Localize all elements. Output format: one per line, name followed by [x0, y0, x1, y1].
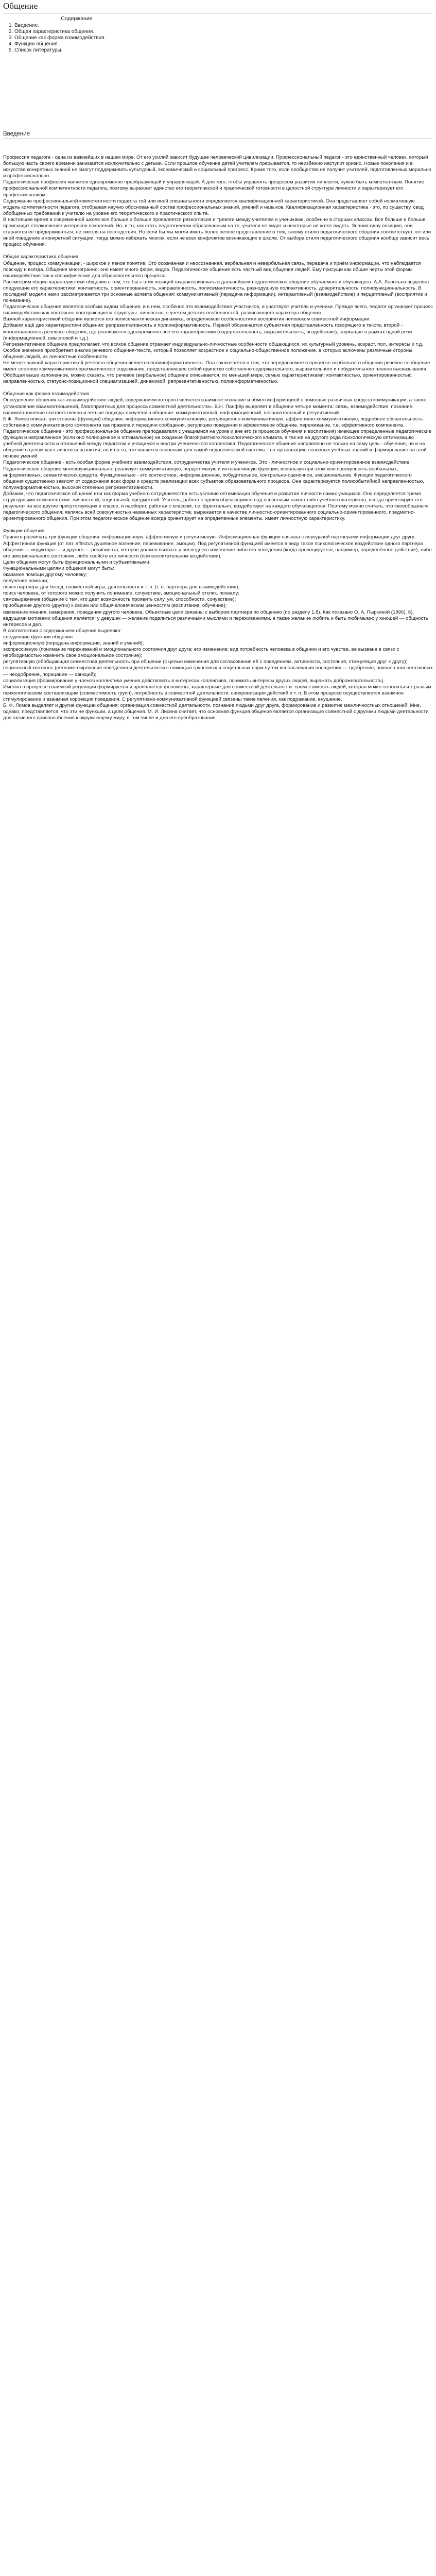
toc-item[interactable] [14, 47, 150, 54]
paragraph: Важной характеристикой общения является его полисемантическая динамика, определяемая особенностями восприятия человеком совместной информации. [3, 316, 371, 323]
paragraph: В соответствии с содержанием общения выделяют: [3, 628, 123, 634]
toc-item[interactable] [14, 23, 150, 29]
paragraph: Б.Ф. Ломов описал три стороны (функции) общения: информационно-коммуникативную, регуляционно-коммуникативную, аффективно-коммуникативную, подробнее обязательность собственно коммуникативного компонента как правила и передачи сообщения, регуляцию поведения и аффективное общение, переживание, т.е. эффективного компонента. [3, 416, 423, 428]
paragraph: следующие функции общения: [3, 634, 74, 640]
toc-item[interactable] [14, 35, 150, 41]
paragraph: Общая характеристика общения. [3, 254, 80, 260]
section-heading: Введение [3, 131, 433, 139]
paragraph: экспрессивную (понимание переживаний и эмоционального состояния друг друга; его изменение; вид потребность человека в общении и его чувстве, ее вызвана в связи с необходимостью изменить свое эмоциональное состояние); [3, 647, 399, 659]
paragraph: Добавим ещё две характеристики общения: репрезентативность и полиинформативность. Первой обозначается субъектная представленность говорящего в тексте, второй - многоплановость речевого общения, где реализуется одновременно все его характеристики (содержательность, выразительность, воздействие), служащие в рамках одной речи (информационной, смысловой и т.д.). [3, 323, 412, 341]
paragraph: регулятивную (обобщающая совместная деятельность при общении (с целью изменения для согласования её с поведением, активности, состояния, стимуляция друг к другу); [3, 659, 408, 665]
paragraph: самовыражение (общение с тем, кто дает возможность проявить силу, ум, способности, сочувствие); [3, 597, 236, 603]
paragraph: Общение, процесс коммуникации, - широкое и явное понятие. Это осознанная и неосознанная, вербальная и невербальная связь, передача и приём информации, что наблюдается повсюду и всегда. Общение многогранно: оно имеет много форм, видов. Педагогическое общение есть частный вид общения людей. Ему присущи как общие черты этой формы взаимодействия так и специфические для образовательного процесса. [3, 260, 421, 279]
paragraph: изменение мнения, намерения, поведения другого человека. Объектные цели связаны с выбором партнера по общению (по разделу 1.8). Как показано О. А. Пыркиной (1996), 6), ведущими мотивами общения является: у девушек — желание поделиться различными мыслями и переживаниями, а также желание любить и быть любимыми; у юношей — общность интересов и дел. [3, 609, 428, 628]
toc-item[interactable] [14, 41, 150, 47]
paragraph: Добавим, что педагогическое общение или как форма учебного сотрудничества есть условие оптимизации обучения и развития личности самих учащихся. Оно определяется тремя структурными компонентами: личностной, социальной, предметной. Учитель, работа с одним обучающимся над освоенным какого-либо учебного материала, всегда ориентирует его результат на все другие присутствующих в классе, и наоборот, работая с классом, т.е. фронтально, воздействует на каждого обучающегося. Поэтому можно считать, что своеобразным педагогического общения, являясь всей совокупностью названных характеристик, выражается в качестве личностно-ориентированного социально-ориентированного, предметно-ориентированного общения. При этом педагогическое общение всегда ориентирует на определенные элементы, имеет личностную характеристику. [3, 490, 428, 522]
paragraph: Функции общения. [3, 528, 46, 534]
paragraph: В настоящее время в современной школе все больше и больше проявляется разногласия и тревоги между учителем и учениками, особенно в старших классах. Все больше и больше происходит столкновение интересов поколений. Но, и то, как стать педагогически образованным на то, учителя не видят и некоторые не хотят видеть. Знания одну позицию, они стараются ее придерживаться, не смотря на последствия. Но если бы мы могли иметь более четкое представление о том, какому стилю педагогического общения соответствует тот или иной поведение в конкретной ситуации, тогда можно избежать многих, если не всех конфликтов возникающих в школе. От выбора стиля педагогического общения вообще зависит весь процесс обучения. [3, 216, 431, 248]
paragraph-gap [3, 522, 433, 528]
paragraph: приобщение другого (других) к своим или общечеловеческим ценностям (воспитание, обучение); [3, 603, 227, 609]
toc-link-functions[interactable]: Функции общения. [14, 41, 59, 47]
toc-link-interaction[interactable]: Общение как форма взаимодействия. [14, 35, 106, 41]
paragraph-gap [3, 248, 433, 254]
paragraph: Принято различать три функции общения: информационную, аффективную и регулятивную. Информационная функция связана с передачей партнерами информации друг другу. Аффективная функция (от лат. affectus душевное волнение, переживание, эмоции). Под регулятивной функцией имеется в виду такое психологическое воздействие одного партнера общения — индуктора — и другого — реципиента, которое должно вызвать у последнего изменение либо его поведения (когда провоцируется, например, определённое действие), либо его эмоционального состояния, либо свойств его личности (при воспитательном воздействии). [3, 534, 432, 559]
toc-link-introduction[interactable]: Введение. [14, 23, 40, 28]
toc-link-general[interactable]: Общая характеристика общения. [14, 29, 95, 35]
paragraph: Определение общения как «взаимодействие людей, содержанием которого является взаимное познание и обмен информацией с помощью различных средств коммуникации, а также установление взаимоотношений, благоприятных для процесса совместной деятельности». В.Н. Панфёр выделяет в общении четыре момента: связь, взаимодействие, познание, взаимоотношение соответственно и четыре подхода к изучению общения: коммуникативный, информационный, познавательный и регулятивный. [3, 397, 427, 416]
article-body [3, 155, 433, 721]
paragraph: Педагогическое общение является особым видом общения, и в нем, особенно это взаимодействие участников, и участвуют учитель и ученики. Прежде всего, педагог организует процесс взаимодействия как постоянно повторяющиеся структуры: личностно, с учетом детских особенностей, развивающего характера общения. [3, 304, 433, 316]
paragraph: Репрезентативное общение предполагает, что всякое общение отражает индивидуально-личностные особенности общающихся, их культурный уровень, возраст, пол, интересы и т.д. Особое значение приобретает анализ речевого общения-текста, который позволяет возрастное и социально-общественное положение, в которых включены различные стороны общения людей, их личностные особенности. [3, 341, 423, 360]
paragraph: Педагогическая профессия является одновременно преобразующей и управляющей. А для того, чтобы управлять процессом развития личности, нужно быть компетентным. Понятие профессиональной компетентности педагога, поэтому выражает единство его теоретической и практической готовности в целостной структуре личности и характеризует его профессионализм. [3, 179, 424, 198]
table-of-contents [3, 15, 150, 54]
paragraph: получение помощи; [3, 578, 49, 584]
paragraph: социальный контроль (регламентирование поведения и деятельности с помощью групповых и социальных норм путем использования поощрения — одобрение, похвала или негативных — неодобрение, порицание — санкций); [3, 665, 433, 677]
paragraph: Б. Ф. Ломов выделяет и другие функции общения: организация совместной деятельности, познание людьми друг друга, формирование и развитие межличностных отношений. Мне, однако, представляется, что эти не функции, а цели общения. М. И. Лисина считает, что основная функция общения является организация совместной с другими людьми деятельности для активного приспособления к окружающему миру, в том числе и для его преобразования. [3, 702, 429, 721]
paragraph: Педагогическое общение - это профессиональное общение преподавателя с учащимися на уроке и вне его (в процессе обучения и воспитания) имеющее определенные педагогические функции и направленное (если оно полноценное и оптимальное) на создание благоприятного психологического климата, а так же на другого рода психологическую оптимизацию учебной деятельности и отношений между педагогом и учащимся и внутри ученического коллектива. Педагогическое общение направлено не только на саму цель - обучение, но и на общение в целом как к личности развития, но и на то, что является основным для самой педагогической системы - на организацию основных учебных знаний и формирование на этой основе умений. [3, 428, 431, 460]
document-page [0, 1, 436, 721]
paragraph: оказание помощи другому человеку; [3, 572, 88, 578]
paragraph: Профессия педагога - одна из важнейших в нашем мире. От его усилий зависит будущее человеческой цивилизации. Профессиональный педагог - это единственный человек, который большую часть своего времени занимается исключительно с детьми. Если прошлое обучение детей учителем прерывается, то неизбежно наступит кризис. Новые поколения и в искусстве конкретных знаний не смогут поддерживать культурный, экономический и социальный прогресс. Кроме того, если сообщество не получит учителей, подготовленных морально и профессионально. [3, 155, 431, 179]
paragraph: информационную (передача информации, знаний и умений); [3, 640, 144, 647]
paragraph-gap [3, 385, 433, 391]
paragraph: Функциональными целями общения могут быть: [3, 565, 114, 571]
page-title: Общение [3, 1, 433, 13]
paragraph: поиск человека, от которого можно получить понимание, сочувствие, эмоциональный отклик, похвалу; [3, 590, 239, 597]
toc-list [3, 23, 150, 54]
toc-item[interactable] [14, 29, 150, 35]
paragraph: Цели общения могут быть функциональными и субъективными. [3, 559, 151, 565]
paragraph: Рассмотрим общие характеристики общения с тем, что бы с этих позиций охарактеризовать в дальнейшем педагогическое общение обучаемого и обучающего. А.А. Леонтьев выделяет следующие его характеристики: контактность, ориентированность, направленность, полисемантичность, равнодушную полиактивность, доверительность, полифункциональность. В последней модели нами рассматривается три основные аспекта общения: коммуникативный (передача информации), интерактивный (взаимодействие) и перцептивный (восприятие и понимание). [3, 279, 430, 304]
paragraph: социализация (формирование у членов коллектива умения действовать в интересах коллектива, понимать интересы других людей, выражать доброжелательность). [3, 677, 385, 684]
paragraph: поиск партнера для бесед, совместной игры, деятельности и т. п. (т. е. партнера для взаимодействия); [3, 584, 240, 590]
toc-link-references[interactable]: Список литературы. [14, 47, 63, 53]
toc-title: Содержание [61, 15, 93, 22]
paragraph: Содержание профессиональной компетентности педагога той или иной специальности определяется квалификационной характеристикой. Она представляет собой нормативную модель компетентности педагога, отображая научно обоснованный состав профессиональных знаний, умений и навыков. Квалификационная характеристика - это, по существу, свод обобщенных требований к учителю на уровне его теоретического и практического опыта. [3, 198, 424, 216]
paragraph: Общение как форма взаимодействия. [3, 391, 91, 397]
paragraph: Именно в процессе взаимной регуляции формируется и проявляется феномены, характерные для совместной деятельности: совместимость людей, которая может относиться к разным психологическим составляющим (совместимость групп), потребность в совместной деятельности, синхронизация действий и т. п. В этом процессе осуществляется взаимное стимулирование и взаимная коррекция поведения. С регулятивно-коммуникативной функцией связаны такие явления, как подражание, внушение. [3, 684, 431, 702]
paragraph: Не менее важной характеристикой речевого общения является полиинформативность. Она заключается в том, что передаваемое в процессе вербального общения речевое сообщение имеет сложное коммуникативно-прагматическое содержание, представляющее собой единство собственно содержательного, выразительного и побудительного планов высказывания. Обобщая выше изложенное, можно сказать, что речевое (вербальное) общение описывается, по меньшей мере, семью характеристиками: контактностью, ориентированностью, направленностью, статусно-позиционной специализацией, динамикой, репрезентативностью, полиинформативностью. [3, 360, 430, 385]
paragraph: Педагогическое общение - есть особая форма учебного взаимодействия, сотрудничества учителя и учеников. Это - личностное и социально-ориентированное взаимодействие. Педагогическое общение многофункционально: реализует коммуникативную, перцептивную и интерактивную функции, используя при этом всю совокупность вербальных, информативных, семантических средств. Функционально - это контекстное, информационное, побудительное, контрольно-оценочное, эмоциональное. Функции педагогического общения существенно зависят от содержания всех форм и средств реализации всех субъектов образовательного процесса. Она характеризуется полисобытийной направленностью, полуинформативностью, высокой степенью репрезентативности. [3, 460, 424, 490]
